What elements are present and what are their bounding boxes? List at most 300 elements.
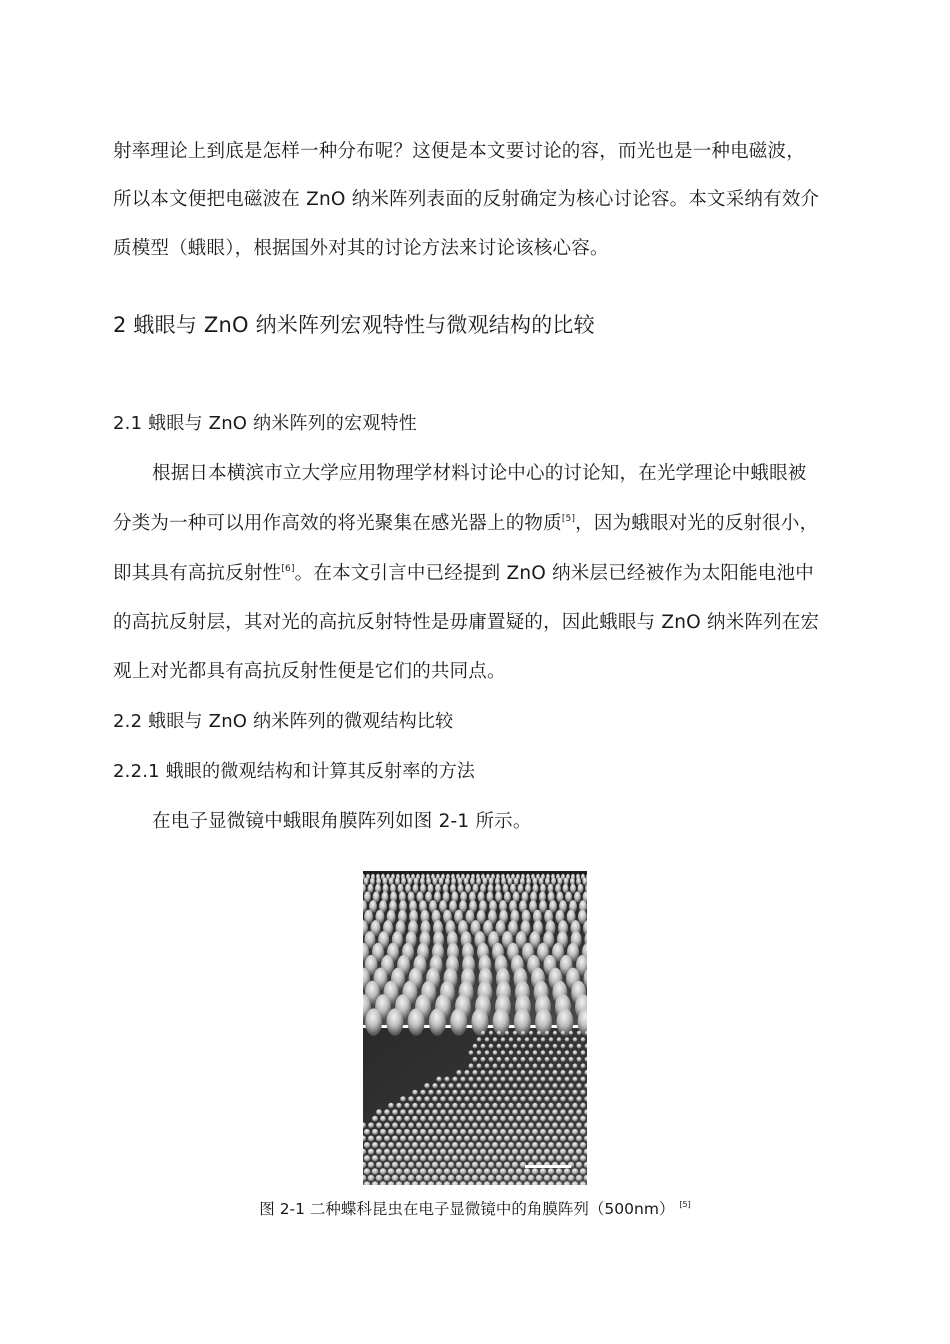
sem-figure <box>363 871 587 1185</box>
nipple-texture <box>536 1109 542 1115</box>
nipple-texture <box>553 1057 558 1062</box>
nipple-texture <box>552 1175 559 1182</box>
nipple-texture <box>520 1096 526 1102</box>
nipple-texture <box>532 1142 538 1148</box>
nipple-texture <box>545 1031 549 1035</box>
nipple-texture <box>372 1142 378 1148</box>
nipple-texture <box>424 1109 430 1115</box>
nipple-texture <box>424 1162 431 1169</box>
nipple-texture <box>404 1168 411 1175</box>
nipple-texture <box>464 1122 470 1128</box>
nipple-texture <box>489 1057 494 1062</box>
nipple-texture <box>452 1155 459 1162</box>
nipple-texture <box>439 878 444 886</box>
nipple-texture <box>544 1083 549 1088</box>
nipple-texture <box>488 1175 495 1182</box>
nipple-texture <box>516 1090 521 1095</box>
nipple-texture <box>512 1083 517 1088</box>
nipple-texture <box>524 1129 530 1135</box>
nipple-texture <box>372 1116 378 1122</box>
nipple-texture <box>468 1168 475 1175</box>
nipple-texture <box>480 1096 486 1102</box>
nipple-texture <box>420 1090 425 1095</box>
nipple-texture <box>460 1155 467 1162</box>
nipple-texture <box>564 1116 570 1122</box>
nipple-texture <box>380 1155 387 1162</box>
nipple-texture <box>504 1083 509 1088</box>
nipple-texture <box>412 1103 418 1109</box>
nipple-texture <box>436 1168 443 1175</box>
nipple-texture <box>416 1136 422 1142</box>
nipple-texture <box>372 1129 378 1135</box>
nipple-texture <box>416 1149 422 1155</box>
nipple-texture <box>416 1175 423 1182</box>
nipple-texture <box>416 1122 422 1128</box>
nipple-texture <box>580 1077 585 1082</box>
nipple-texture <box>468 1116 474 1122</box>
nipple-texture <box>460 1129 466 1135</box>
nipple-texture <box>368 1149 374 1155</box>
nipple-texture <box>465 884 471 894</box>
nipple-texture <box>388 1103 394 1109</box>
nipple-texture <box>576 1096 582 1102</box>
nipple-texture <box>581 1037 586 1042</box>
nipple-texture <box>448 1083 453 1088</box>
nipple-texture <box>481 1031 485 1035</box>
nipple-texture <box>460 1090 465 1095</box>
nipple-texture <box>481 1044 486 1049</box>
nipple-texture <box>512 1149 518 1155</box>
nipple-texture <box>468 1129 474 1135</box>
nipple-texture <box>488 1070 493 1075</box>
nipple-texture <box>577 1031 581 1035</box>
nipple-texture <box>492 1116 498 1122</box>
nipple-texture <box>581 1050 586 1055</box>
nipple-texture <box>524 1116 530 1122</box>
nipple-texture <box>540 1142 546 1148</box>
subsubsection-heading: 2.2.1 蛾眼的微观结构和计算其反射率的方法 <box>113 761 476 782</box>
nipple-texture <box>476 878 481 886</box>
nipple-texture <box>561 1031 565 1035</box>
nipple-texture <box>496 1162 503 1169</box>
nipple-texture <box>500 1168 507 1175</box>
nipple-texture <box>500 1155 507 1162</box>
nipple-texture <box>581 1064 586 1069</box>
nipple-texture <box>472 1122 478 1128</box>
nipple-texture <box>396 1116 402 1122</box>
nipple-texture <box>400 1096 406 1102</box>
nipple-texture <box>372 1168 379 1175</box>
nipple-texture <box>580 1168 587 1175</box>
nipple-texture <box>565 1037 570 1042</box>
nipple-texture <box>428 1116 434 1122</box>
nipple-texture <box>500 1129 506 1135</box>
nipple-texture <box>484 1116 490 1122</box>
nipple-texture <box>488 1162 495 1169</box>
citation-ref[interactable]: [6] <box>281 564 295 574</box>
nipple-texture <box>368 1136 374 1142</box>
nipple-texture <box>488 1083 493 1088</box>
nipple-texture <box>548 1116 554 1122</box>
nipple-texture <box>548 1142 554 1148</box>
nipple-texture <box>524 1090 529 1095</box>
nipple-texture <box>485 1050 490 1055</box>
nipple-texture <box>572 1090 577 1095</box>
nipple-texture <box>428 1090 433 1095</box>
nipple-texture <box>529 1057 534 1062</box>
nipple-texture <box>396 1103 402 1109</box>
nipple-texture <box>537 1044 542 1049</box>
nipple-texture <box>472 1175 479 1182</box>
nipple-texture <box>471 1008 488 1035</box>
nipple-texture <box>444 1168 451 1175</box>
nipple-texture <box>564 1142 570 1148</box>
nipple-texture <box>544 1070 549 1075</box>
nipple-texture <box>412 1168 419 1175</box>
nipple-texture <box>580 1090 585 1095</box>
nipple-texture <box>568 1109 574 1115</box>
nipple-texture <box>544 1149 550 1155</box>
nipple-texture <box>572 1155 579 1162</box>
nipple-texture <box>388 1168 395 1175</box>
nipple-texture <box>404 1129 410 1135</box>
nipple-texture <box>505 1057 510 1062</box>
nipple-texture <box>440 1122 446 1128</box>
nipple-texture <box>548 1077 553 1082</box>
nipple-texture <box>505 1031 509 1035</box>
nipple-texture <box>548 1129 554 1135</box>
nipple-texture <box>533 1064 538 1069</box>
nipple-texture <box>472 1162 479 1169</box>
nipple-texture <box>536 1096 542 1102</box>
nipple-texture <box>504 1162 511 1169</box>
nipple-texture <box>580 1155 587 1162</box>
nipple-texture <box>572 1142 578 1148</box>
nipple-texture <box>560 1175 567 1182</box>
paragraph-line: 观上对光都具有高抗反射性便是它们的共同点。 <box>113 661 506 682</box>
nipple-texture <box>536 1122 542 1128</box>
nipple-texture <box>532 1090 537 1095</box>
nipple-texture <box>408 1096 414 1102</box>
nipple-texture <box>556 1116 562 1122</box>
nipple-texture <box>561 1044 566 1049</box>
nipple-texture <box>540 1155 547 1162</box>
nipple-texture <box>576 1070 581 1075</box>
nipple-texture <box>516 1116 522 1122</box>
nipple-texture <box>496 1122 502 1128</box>
nipple-texture <box>428 1155 435 1162</box>
nipple-texture <box>444 1129 450 1135</box>
nipple-texture <box>520 1122 526 1128</box>
nipple-texture <box>564 1103 570 1109</box>
nipple-texture <box>569 1031 573 1035</box>
nipple-texture <box>532 1168 539 1175</box>
nipple-texture <box>520 1083 525 1088</box>
nipple-texture <box>520 1109 526 1115</box>
nipple-texture <box>476 1142 482 1148</box>
nipple-texture <box>400 1136 406 1142</box>
nipple-texture <box>533 1037 538 1042</box>
nipple-texture <box>376 1149 382 1155</box>
nipple-texture <box>464 1083 469 1088</box>
nipple-texture <box>450 1008 467 1035</box>
nipple-texture <box>528 1136 534 1142</box>
nipple-texture <box>556 1103 562 1109</box>
nipple-texture <box>513 1031 517 1035</box>
nipple-texture <box>580 1142 586 1148</box>
nipple-texture <box>476 1129 482 1135</box>
nipple-texture <box>528 1109 534 1115</box>
nipple-texture <box>364 1155 371 1162</box>
sem-image <box>363 871 587 1185</box>
nipple-texture <box>384 1109 390 1115</box>
nipple-texture <box>408 1149 414 1155</box>
nipple-texture <box>560 1083 565 1088</box>
nipple-texture <box>400 1122 406 1128</box>
nipple-texture <box>472 1096 478 1102</box>
caption-text: 图 2-1 二种蝶科昆虫在电子显微镜中的角膜阵列（500nm） <box>259 1200 675 1218</box>
nipple-texture <box>544 1136 550 1142</box>
nipple-texture <box>568 1175 575 1182</box>
nipple-texture <box>460 1103 466 1109</box>
nipple-texture <box>568 1122 574 1128</box>
nipple-texture <box>544 1175 551 1182</box>
nipple-texture <box>456 1162 463 1169</box>
nipple-texture <box>518 884 524 894</box>
nipple-texture <box>392 1162 399 1169</box>
nipple-texture <box>412 1116 418 1122</box>
nipple-texture <box>464 1096 470 1102</box>
nipple-texture <box>480 1109 486 1115</box>
nipple-texture <box>432 1083 437 1088</box>
nipple-texture <box>456 1070 461 1075</box>
nipple-texture <box>404 1116 410 1122</box>
nipple-texture <box>512 1070 517 1075</box>
nipple-texture <box>428 1168 435 1175</box>
nipple-texture <box>560 1109 566 1115</box>
nipple-texture <box>376 1109 382 1115</box>
paragraph-line <box>113 512 818 536</box>
nipple-texture <box>540 1168 547 1175</box>
nipple-texture <box>521 1057 526 1062</box>
nipple-texture <box>420 1116 426 1122</box>
nipple-texture <box>400 1149 406 1155</box>
nipple-texture <box>560 1096 566 1102</box>
nipple-texture <box>557 1050 562 1055</box>
nipple-texture <box>580 1129 586 1135</box>
nipple-texture <box>504 1070 509 1075</box>
nipple-texture <box>536 1070 541 1075</box>
nipple-texture <box>432 1109 438 1115</box>
nipple-texture <box>536 1136 542 1142</box>
nipple-texture <box>496 1175 503 1182</box>
nipple-texture <box>548 1168 555 1175</box>
nipple-texture <box>488 1149 494 1155</box>
nipple-texture <box>368 1175 375 1182</box>
nipple-texture <box>540 1103 546 1109</box>
nipple-texture <box>549 1064 554 1069</box>
nipple-texture <box>388 1129 394 1135</box>
nipple-texture <box>549 1050 554 1055</box>
nipple-texture <box>580 1116 586 1122</box>
nipple-texture <box>528 1070 533 1075</box>
nipple-texture <box>472 1070 477 1075</box>
nipple-texture <box>560 1070 565 1075</box>
nipple-texture <box>545 1057 550 1062</box>
nipple-texture <box>380 1168 387 1175</box>
nipple-texture <box>436 1129 442 1135</box>
nipple-texture <box>540 1129 546 1135</box>
nipple-texture <box>416 1109 422 1115</box>
nipple-texture <box>540 1090 545 1095</box>
nipple-texture <box>429 1008 446 1035</box>
nipple-texture <box>376 1175 383 1182</box>
nipple-texture <box>388 1142 394 1148</box>
nipple-texture <box>492 1142 498 1148</box>
nipple-texture <box>552 1149 558 1155</box>
nipple-texture <box>492 1155 499 1162</box>
nipple-texture <box>408 1122 414 1128</box>
nipple-texture <box>452 1090 457 1095</box>
nipple-texture <box>504 1096 510 1102</box>
nipple-texture <box>528 1149 534 1155</box>
nipple-texture <box>464 1070 469 1075</box>
nipple-texture <box>428 1103 434 1109</box>
nipple-texture <box>509 1037 514 1042</box>
nipple-texture <box>444 1090 449 1095</box>
nipple-texture <box>464 1162 471 1169</box>
nipple-texture <box>416 1096 422 1102</box>
nipple-texture <box>401 878 406 886</box>
nipple-texture <box>489 1044 494 1049</box>
nipple-texture <box>476 1103 482 1109</box>
nipple-texture <box>408 1109 414 1115</box>
nipple-texture <box>529 1044 534 1049</box>
nipple-texture <box>396 1168 403 1175</box>
nipple-texture <box>556 1142 562 1148</box>
nipple-texture <box>440 1136 446 1142</box>
nipple-texture <box>493 1050 498 1055</box>
nipple-texture <box>565 1064 570 1069</box>
nipple-texture <box>539 900 547 913</box>
nipple-texture <box>548 1103 554 1109</box>
nipple-texture <box>560 1136 566 1142</box>
nipple-texture <box>480 1175 487 1182</box>
nipple-texture <box>456 1109 462 1115</box>
nipple-texture <box>484 1077 489 1082</box>
nipple-texture <box>484 1090 489 1095</box>
paragraph-line: 在电子显微镜中蛾眼角膜阵列如图 2-1 所示。 <box>152 811 532 832</box>
citation-ref[interactable]: [5] <box>561 514 576 524</box>
nipple-texture <box>545 878 550 886</box>
nipple-texture <box>470 878 475 886</box>
nipple-texture <box>520 1175 527 1182</box>
nipple-texture <box>521 1031 525 1035</box>
nipple-texture <box>517 1064 522 1069</box>
nipple-texture <box>480 1136 486 1142</box>
nipple-texture <box>533 1050 538 1055</box>
nipple-texture <box>452 1077 457 1082</box>
nipple-texture <box>577 1057 582 1062</box>
nipple-texture <box>408 1162 415 1169</box>
nipple-texture <box>448 1175 455 1182</box>
nipple-texture <box>517 1037 522 1042</box>
nipple-texture <box>580 1103 586 1109</box>
nipple-texture <box>469 1050 474 1055</box>
nipple-texture <box>420 1168 427 1175</box>
nipple-texture <box>512 1136 518 1142</box>
nipple-texture <box>432 1096 438 1102</box>
nipple-texture <box>492 1129 498 1135</box>
nipple-texture <box>364 1168 371 1175</box>
nipple-texture <box>480 1149 486 1155</box>
nipple-texture <box>548 1155 555 1162</box>
nipple-texture <box>436 1142 442 1148</box>
nipple-texture <box>365 1008 382 1035</box>
nipple-texture <box>432 1136 438 1142</box>
nipple-texture <box>432 1162 439 1169</box>
nipple-texture <box>472 1149 478 1155</box>
nipple-texture <box>384 1162 391 1169</box>
nipple-texture <box>532 1129 538 1135</box>
nipple-texture <box>464 1175 471 1182</box>
nipple-texture <box>472 1109 478 1115</box>
nipple-texture <box>436 1090 441 1095</box>
nipple-texture <box>524 1155 531 1162</box>
citation-ref[interactable]: [5] <box>679 1200 691 1209</box>
nipple-texture <box>508 1129 514 1135</box>
nipple-texture <box>396 1142 402 1148</box>
nipple-texture <box>552 1122 558 1128</box>
nipple-texture <box>516 1168 523 1175</box>
nipple-texture <box>493 1037 498 1042</box>
nipple-texture <box>513 1044 518 1049</box>
nipple-texture <box>440 1096 446 1102</box>
nipple-texture <box>568 1096 574 1102</box>
nipple-texture <box>448 1162 455 1169</box>
nipple-texture <box>424 1083 429 1088</box>
nipple-texture <box>570 884 576 894</box>
nipple-texture <box>464 1136 470 1142</box>
nipple-texture <box>468 1142 474 1148</box>
nipple-texture <box>512 1109 518 1115</box>
nipple-texture <box>564 1168 571 1175</box>
nipple-texture <box>436 1077 441 1082</box>
nipple-texture <box>576 1109 582 1115</box>
nipple-texture <box>496 1083 501 1088</box>
nipple-texture <box>496 1136 502 1142</box>
nipple-texture <box>520 1070 525 1075</box>
nipple-texture <box>413 884 419 894</box>
nipple-texture <box>472 1083 477 1088</box>
nipple-texture <box>456 1175 463 1182</box>
nipple-texture <box>565 1050 570 1055</box>
nipple-texture <box>524 1168 531 1175</box>
nipple-texture <box>424 1122 430 1128</box>
nipple-texture <box>404 1155 411 1162</box>
nipple-texture <box>432 1175 439 1182</box>
nipple-texture <box>440 1149 446 1155</box>
nipple-texture <box>560 1149 566 1155</box>
nipple-texture <box>380 1142 386 1148</box>
text-run: 即其具有高抗反射性 <box>113 563 282 584</box>
nipple-texture <box>497 1057 502 1062</box>
nipple-texture <box>517 1050 522 1055</box>
nipple-texture <box>569 1044 574 1049</box>
nipple-texture <box>456 1096 462 1102</box>
nipple-texture <box>492 1090 497 1095</box>
nipple-texture <box>420 1155 427 1162</box>
